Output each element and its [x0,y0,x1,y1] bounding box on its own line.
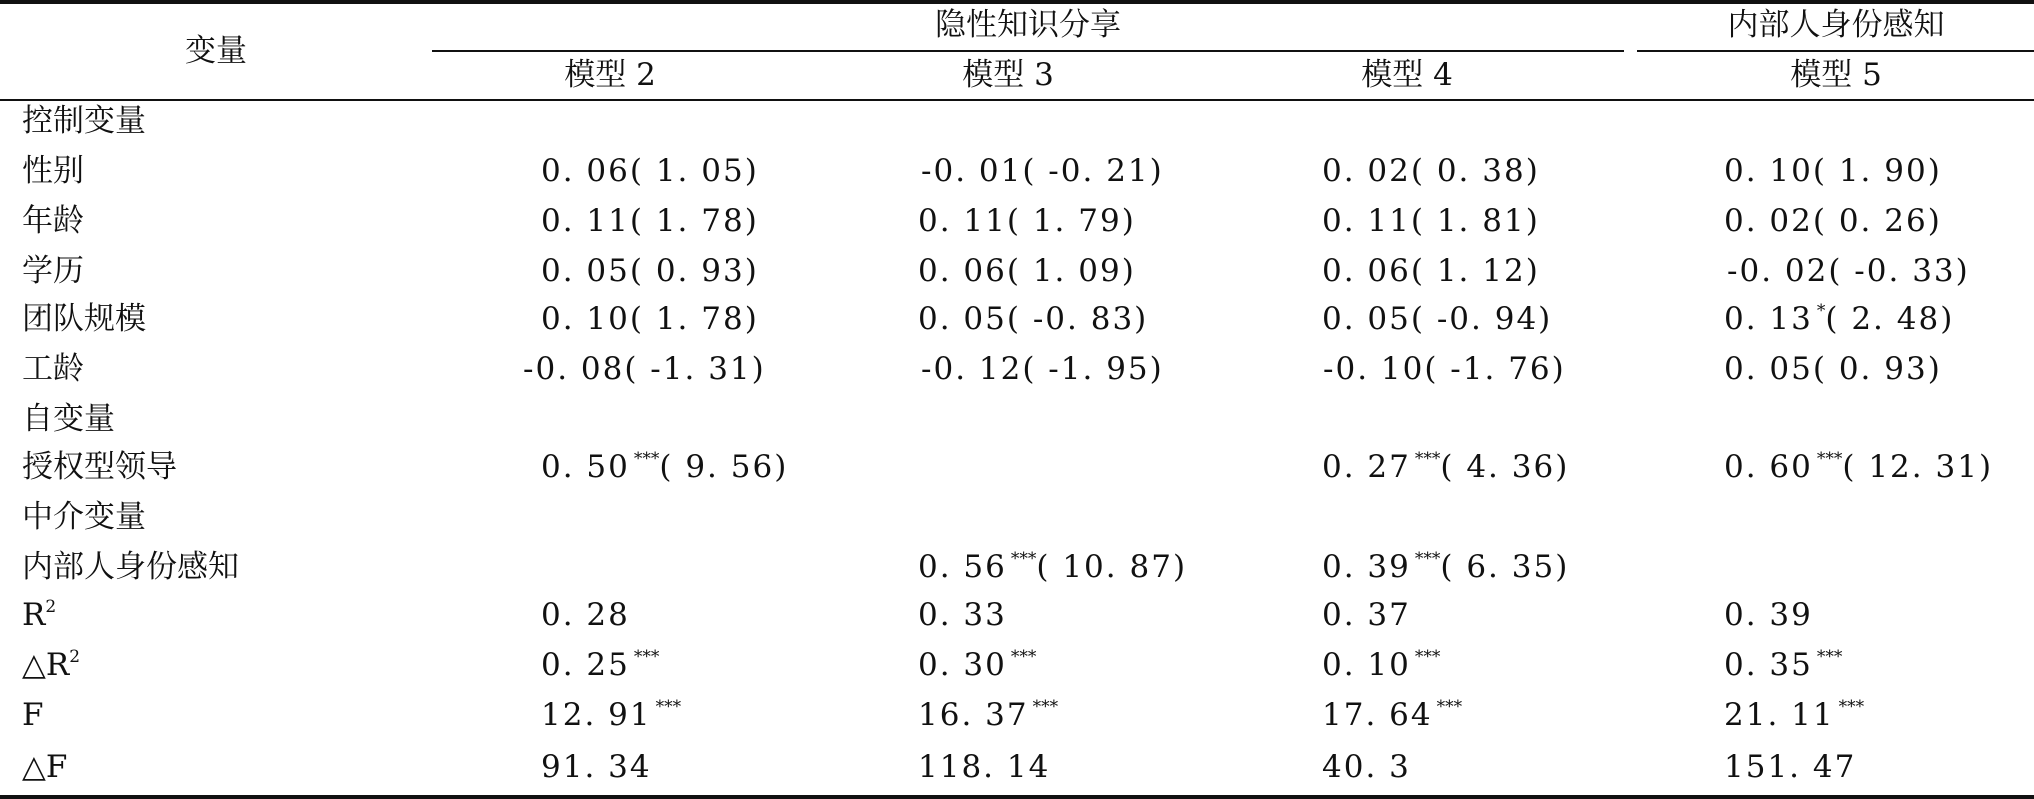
cell-value: 0. 33 [918,597,1007,633]
significance-stars: *** [1816,647,1843,667]
table-cell [1322,300,1552,338]
table-cell [918,696,1058,734]
table-cell [1322,448,1569,486]
table-cell [918,252,1136,290]
table-cell [1322,152,1540,190]
cell-value: 0. 35 [1724,647,1813,683]
header-model-5: 模型 5 [1790,57,1882,93]
table-cell [541,152,759,190]
cell-value: 0. 10 [1322,647,1411,683]
cell-t-value: ( 2. 48) [1825,301,1955,337]
cell-value: 0. 05( 0. 93) [1724,351,1942,387]
row-label [22,498,146,536]
cell-value: 21. 11 [1724,697,1835,733]
group-rule-tks [432,50,1624,52]
cell-value: 0. 27 [1322,449,1411,485]
table-cell [918,300,1148,338]
table-cell [918,748,1050,786]
cell-value: -0. 02( -0. 33) [1727,253,1970,289]
cell-value: 0. 06( 1. 12) [1322,253,1540,289]
table-cell [1322,596,1411,634]
cell-value: 0. 02( 0. 26) [1724,203,1942,239]
header-group-tacit-knowledge: 隐性知识分享 [935,7,1121,43]
cell-t-value: ( 9. 56) [659,449,789,485]
cell-value: 0. 06( 1. 09) [918,253,1136,289]
cell-value: 118. 14 [918,749,1051,785]
cell-value: 0. 39 [1322,549,1411,585]
cell-value: 16. 37 [918,697,1029,733]
cell-value: -0. 10( -1. 76) [1323,351,1566,387]
row-label [22,448,177,486]
cell-value: 0. 37 [1322,597,1411,633]
cell-value: 0. 06( 1. 05) [541,153,759,189]
cell-value: 0. 10( 1. 78) [541,301,759,337]
row-label-text: F [22,697,44,733]
cell-value: 0. 25 [541,647,630,683]
cell-value: 0. 28 [541,597,630,633]
row-label-text: 性别 [22,153,84,189]
header-model-2: 模型 2 [564,57,656,93]
significance-stars: *** [1838,697,1865,717]
row-label [22,548,239,586]
row-label-text: 自变量 [22,401,115,437]
row-label-text: 年龄 [22,203,84,239]
row-label [22,300,146,338]
row-label [22,102,146,140]
row-label [22,596,56,634]
cell-value: 0. 05( -0. 83) [918,301,1149,337]
cell-value: 91. 34 [541,749,652,785]
table-cell [921,350,1164,388]
table-cell [918,202,1136,240]
header-variable: 变量 [185,33,247,69]
cell-value: 17. 64 [1322,697,1433,733]
cell-value: 0. 30 [918,647,1007,683]
table-cell [1322,548,1569,586]
table-cell [541,252,759,290]
group-rule-pis [1637,50,2034,52]
row-label [22,400,115,438]
table-cell [1323,350,1566,388]
table-cell [541,646,659,684]
table-cell [541,202,759,240]
table-cell [1724,596,1813,634]
row-label-text: △F [22,749,68,785]
table-cell [1727,252,1970,290]
table-cell [1724,696,1864,734]
cell-value: -0. 01( -0. 21) [921,153,1164,189]
cell-value: 40. 3 [1322,749,1411,785]
cell-value: 0. 10( 1. 90) [1724,153,1942,189]
bottom-rule [0,795,2034,799]
row-label-text: 学历 [22,253,84,289]
table-cell [1724,300,1954,338]
cell-value: 0. 50 [541,449,630,485]
cell-t-value: ( 12. 31) [1842,449,1994,485]
row-label-text: 中介变量 [22,499,146,535]
significance-stars: *** [633,449,660,469]
cell-value: 0. 13 [1724,301,1813,337]
row-label-text: △R [22,647,70,683]
row-label-text: 工龄 [22,351,84,387]
table-cell [921,152,1164,190]
table-cell [918,646,1036,684]
table-cell [1724,152,1942,190]
row-label [22,646,80,684]
table-cell [1724,448,1993,486]
row-label-text: 团队规模 [22,301,146,337]
table-cell [541,596,630,634]
row-label [22,696,44,734]
significance-stars: *** [655,697,682,717]
significance-stars: *** [633,647,660,667]
cell-value: 12. 91 [541,697,652,733]
row-label [22,252,84,290]
table-cell [541,696,681,734]
table-cell [1322,748,1411,786]
cell-value: 0. 05( 0. 93) [541,253,759,289]
row-label [22,350,84,388]
row-label-text: R [22,597,46,633]
table-cell [1322,252,1540,290]
cell-value: 0. 02( 0. 38) [1322,153,1540,189]
row-label [22,152,84,190]
table-cell [918,596,1007,634]
table-cell [541,448,788,486]
cell-value: 0. 56 [918,549,1007,585]
significance-stars: * [1816,301,1826,321]
table-cell [1724,646,1842,684]
table-cell [541,748,652,786]
cell-value: 0. 11( 1. 79) [918,203,1136,239]
row-label [22,748,67,786]
cell-value: 151. 47 [1724,749,1857,785]
header-model-4: 模型 4 [1361,57,1453,93]
table-cell [918,548,1187,586]
cell-value: -0. 08( -1. 31) [523,351,766,387]
cell-value: -0. 12( -1. 95) [921,351,1164,387]
table-cell [541,300,759,338]
header-group-insider-status: 内部人身份感知 [1727,7,1945,43]
significance-stars: *** [1010,647,1037,667]
table-cell [1322,646,1440,684]
table-cell [1724,350,1942,388]
significance-stars: *** [1414,449,1441,469]
cell-value: 0. 05( -0. 94) [1322,301,1553,337]
row-label-text: 授权型领导 [22,449,177,485]
row-label-superscript: 2 [69,647,81,667]
row-label-text: 控制变量 [22,103,146,139]
table-cell [1724,202,1942,240]
cell-value: 0. 39 [1724,597,1813,633]
significance-stars: *** [1010,549,1037,569]
significance-stars: *** [1032,697,1059,717]
table-cell [1322,202,1540,240]
cell-value: 0. 60 [1724,449,1813,485]
cell-t-value: ( 6. 35) [1440,549,1570,585]
cell-t-value: ( 10. 87) [1036,549,1188,585]
significance-stars: *** [1436,697,1463,717]
cell-t-value: ( 4. 36) [1440,449,1570,485]
row-label [22,202,84,240]
significance-stars: *** [1414,549,1441,569]
header-rule [0,99,2034,101]
header-model-3: 模型 3 [962,57,1054,93]
cell-value: 0. 11( 1. 78) [541,203,759,239]
row-label-text: 内部人身份感知 [22,549,239,585]
row-label-superscript: 2 [45,597,57,617]
significance-stars: *** [1414,647,1441,667]
top-rule [0,0,2034,4]
cell-value: 0. 11( 1. 81) [1322,203,1540,239]
table-cell [1724,748,1856,786]
significance-stars: *** [1816,449,1843,469]
table-cell [1322,696,1462,734]
table-cell [523,350,766,388]
